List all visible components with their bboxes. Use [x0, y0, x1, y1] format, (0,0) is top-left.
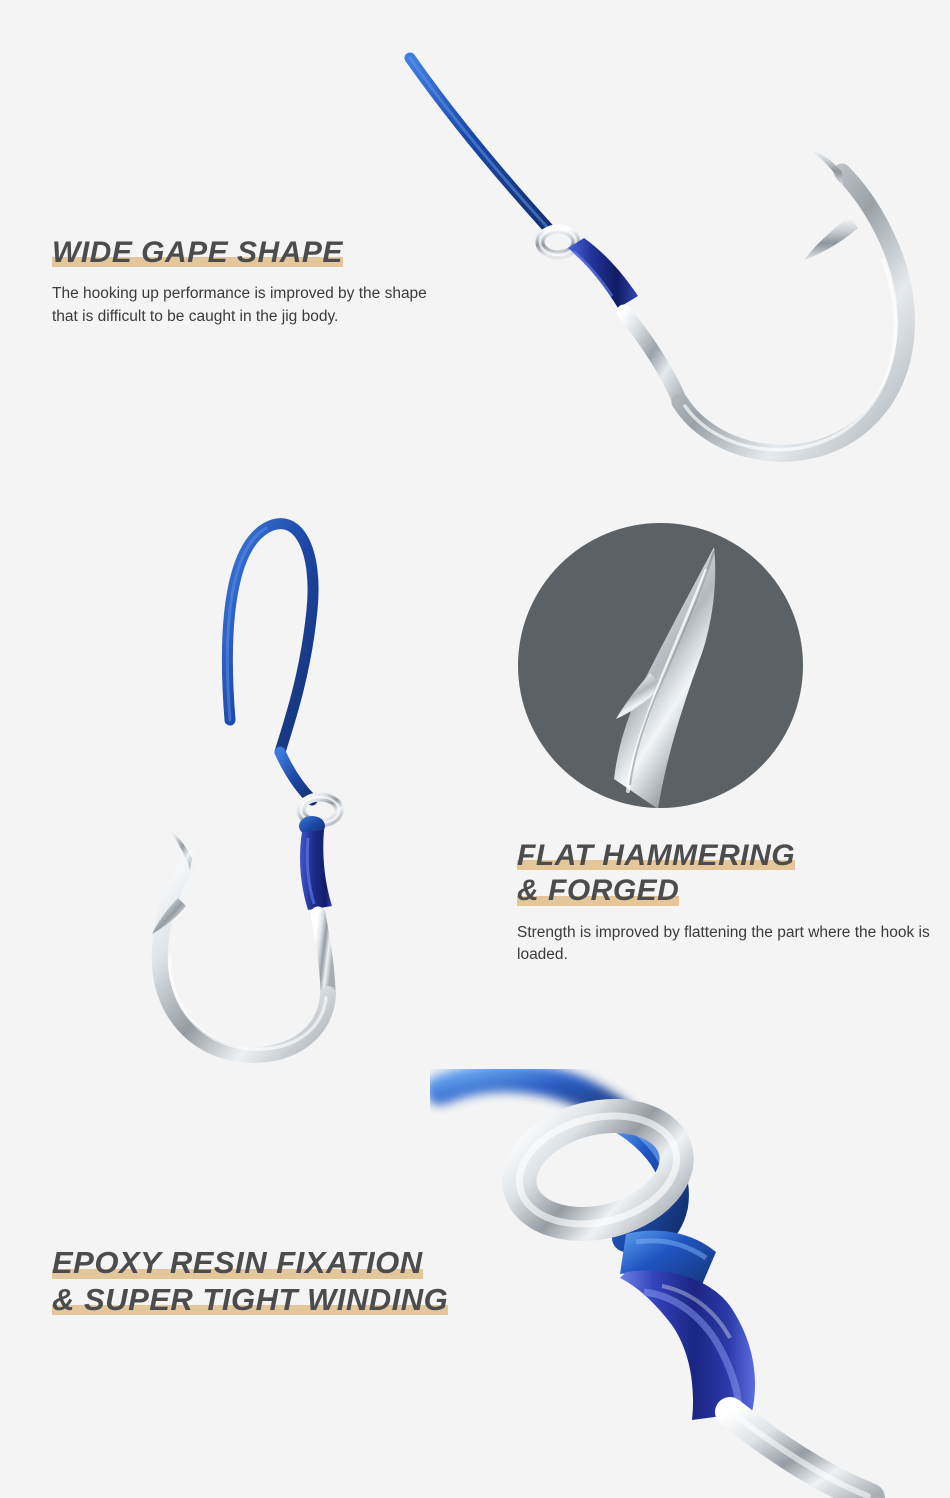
heading-line: [517, 873, 679, 908]
feature-flat-hammering-forged: [517, 838, 937, 982]
feature-body-text: The hooking up performance is improved by the shape that is difficult to be caught in the jig body.: [52, 285, 427, 325]
feature-epoxy-resin-fixation: [52, 1245, 572, 1318]
heading-text: FLAT HAMMERING: [517, 839, 796, 872]
heading-line: [517, 838, 795, 873]
feature-heading: [52, 1245, 572, 1318]
closeup-circle-clip: [518, 523, 803, 808]
assist-hook-top-image: [380, 20, 940, 480]
feature-body-text: Strength is improved by flattening the part where the hook is loaded.: [517, 923, 930, 964]
heading-text: EPOXY RESIN FIXATION: [52, 1245, 423, 1280]
heading-line: [52, 1282, 448, 1319]
heading-line: [52, 1245, 423, 1282]
hook-point-closeup-image: [500, 505, 820, 825]
heading-line: [52, 235, 343, 270]
feature-heading: [517, 838, 937, 909]
heading-text: & FORGED: [517, 874, 680, 908]
assist-hook-middle-image: [80, 470, 500, 1090]
feature-wide-gape-shape: [52, 235, 452, 344]
heading-text: WIDE GAPE SHAPE: [52, 236, 343, 269]
heading-text: & SUPER TIGHT WINDING: [52, 1281, 449, 1317]
feature-heading: [52, 235, 452, 270]
